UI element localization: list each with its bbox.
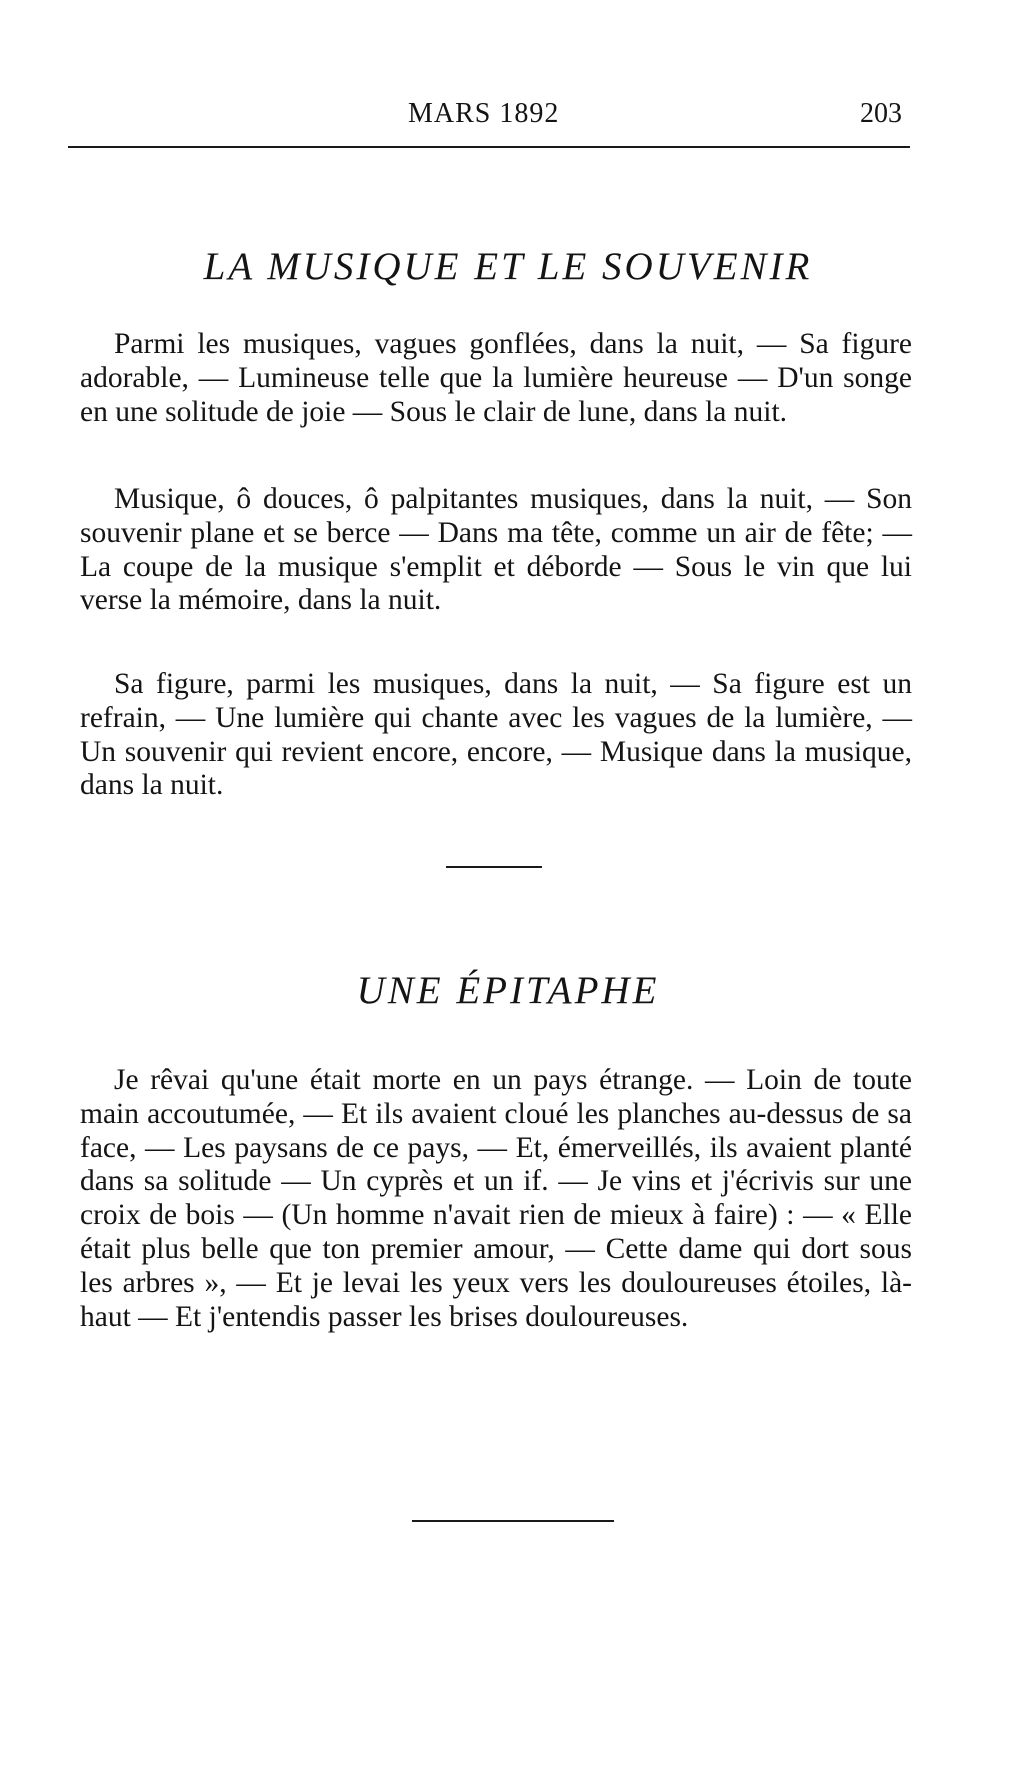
paragraph-2 xyxy=(80,483,912,618)
section-title-music-and-memory: LA MUSIQUE ET LE SOUVENIR xyxy=(203,245,813,288)
header-rule xyxy=(68,146,910,148)
paragraph-text: Parmi les musiques, vagues gonflées, dans la nuit, — Sa figure adorable, — Lumineuse telle que la lumière heureuse — D'un songe en une solitude de joie — Sous le clair de lune, dans la nuit. xyxy=(80,328,912,428)
page-number: 203 xyxy=(860,98,902,129)
paragraph-text: Sa figure, parmi les musiques, dans la nuit, — Sa figure est un refrain, — Une lumière qui chante avec les vagues de la lumière, — Un souvenir qui revient encore, encore, — Musique dans la musique, dans la nuit. xyxy=(80,668,912,802)
running-header xyxy=(68,96,910,136)
paragraph-4 xyxy=(80,1064,912,1334)
paragraph-1 xyxy=(80,328,912,429)
paragraph-text: Je rêvai qu'une était morte en un pays étrange. — Loin de toute main accoutumée, — Et ils avaient cloué les planches au-dessus de sa face, — Les paysans de ce pays, — Et, émerveillés, ils avaient planté dans sa solitude — Un cyprès et un if. — Je vins et j'écrivis sur une croix de bois — (Un homme n'avait rien de mieux à faire) : — « Elle était plus belle que ton premier amour, — Cette dame qui dort sous les arbres », — Et je levai les yeux vers les douloureuses étoiles, là-haut — Et j'entendis passer les brises douloureuses. xyxy=(80,1064,912,1333)
running-title: MARS 1892 xyxy=(408,98,560,129)
end-divider xyxy=(412,1520,614,1522)
section-title-epitaph: UNE ÉPITAPHE xyxy=(356,969,660,1012)
paragraph-text: Musique, ô douces, ô palpitantes musiques, dans la nuit, — Son souvenir plane et se berce — Dans ma tête, comme un air de fête; — La coupe de la musique s'emplit et déborde — Sous le vin que lui verse la mémoire, dans la nuit. xyxy=(80,483,912,617)
paragraph-3 xyxy=(80,668,912,803)
section-divider xyxy=(446,866,542,868)
